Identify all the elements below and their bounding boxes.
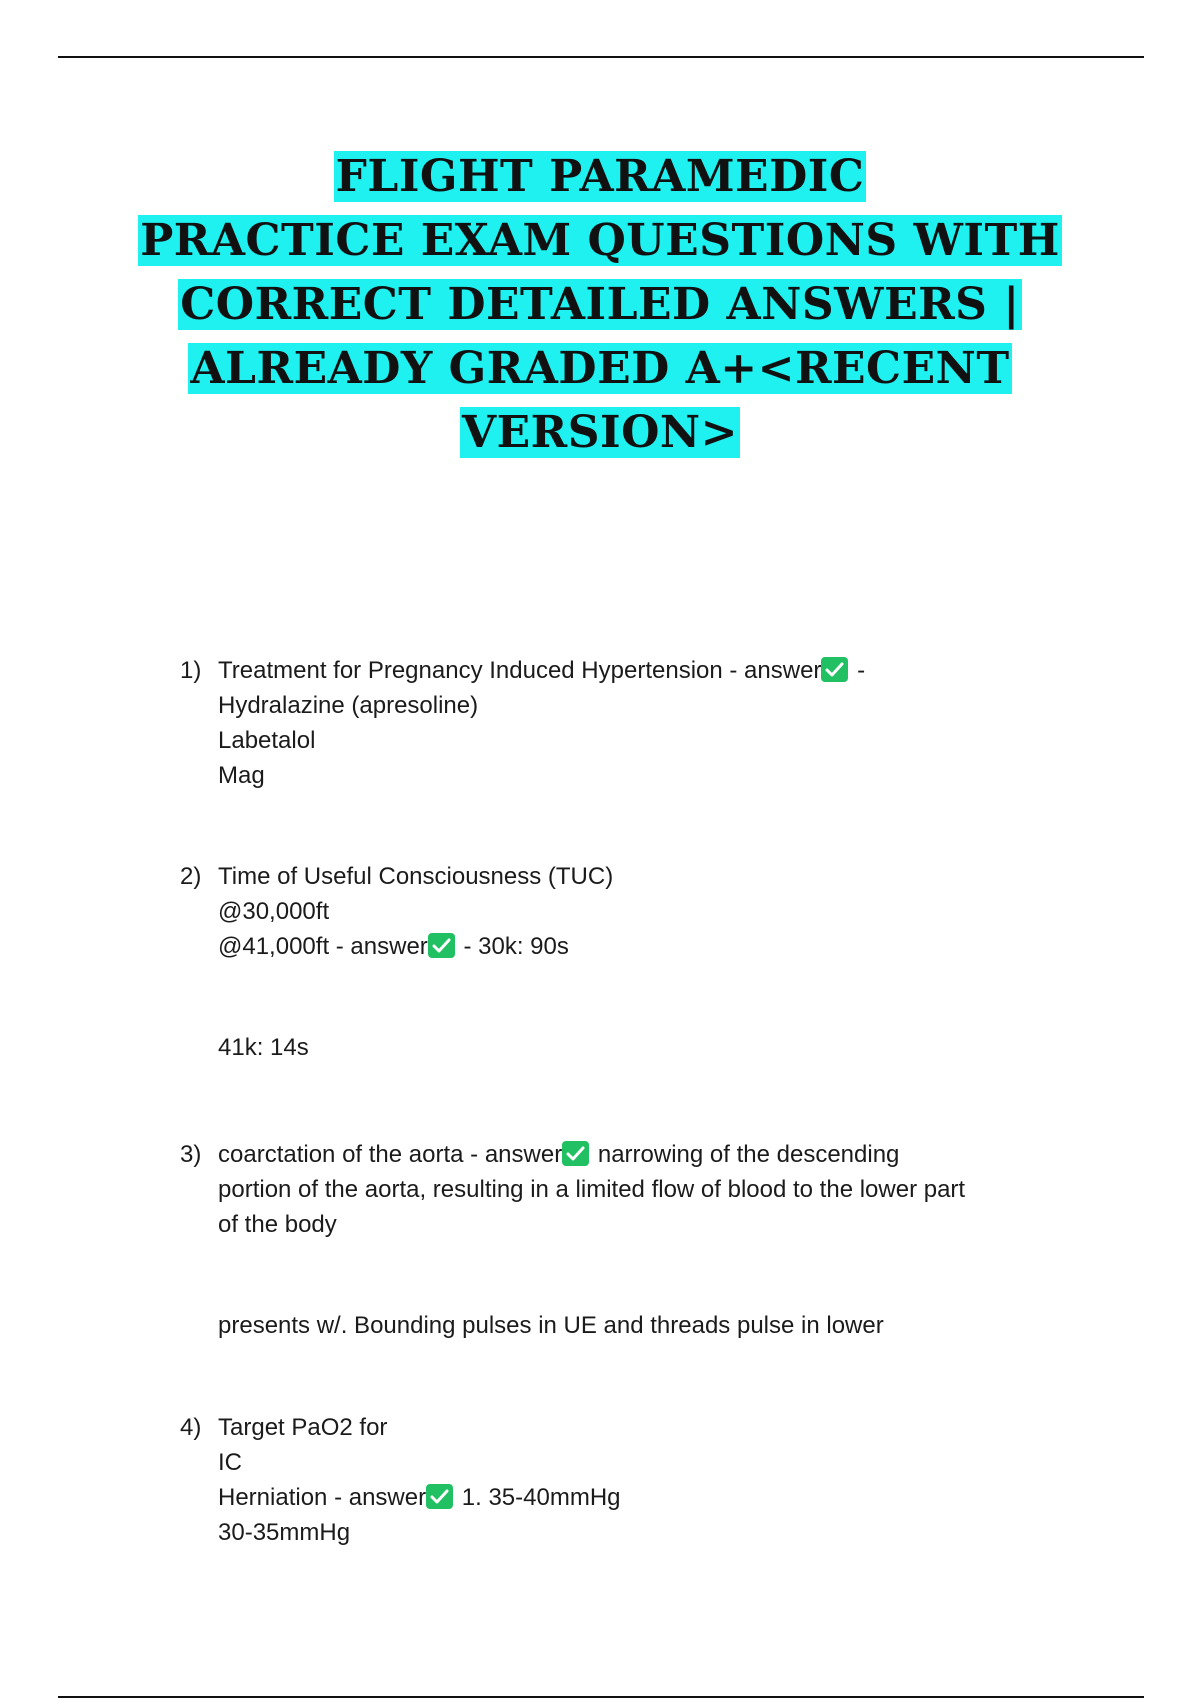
question-line: Time of Useful Consciousness (TUC) bbox=[218, 863, 614, 890]
question-line: Herniation - answer 1. 35-40mmHg bbox=[218, 1484, 621, 1511]
check-box-icon bbox=[428, 933, 455, 958]
question-line: portion of the aorta, resulting in a limited flow of blood to the lower part bbox=[218, 1176, 966, 1203]
title-line: VERSION> bbox=[461, 407, 738, 458]
question-number: 4) bbox=[180, 1414, 202, 1441]
spacer bbox=[218, 964, 1078, 1030]
question-line: Hydralazine (apresoline) bbox=[218, 692, 479, 719]
question-line: coarctation of the aorta - answer narrowing of the descending bbox=[218, 1141, 900, 1168]
question-body bbox=[218, 653, 1078, 793]
check-box-icon bbox=[562, 1141, 589, 1166]
question-line: presents w/. Bounding pulses in UE and threads pulse in lower bbox=[218, 1312, 884, 1339]
question-number: 2) bbox=[180, 863, 202, 890]
question-line: Treatment for Pregnancy Induced Hypertension - answer - bbox=[218, 657, 866, 684]
question-number: 3) bbox=[180, 1141, 202, 1168]
title-line: CORRECT DETAILED ANSWERS | bbox=[180, 279, 1020, 330]
check-box-icon bbox=[426, 1484, 453, 1509]
title-line: ALREADY GRADED A+<RECENT bbox=[190, 343, 1010, 394]
question-body bbox=[218, 1410, 1078, 1550]
spacer bbox=[218, 1242, 1078, 1308]
title-line: PRACTICE EXAM QUESTIONS WITH bbox=[140, 215, 1060, 266]
question-number: 1) bbox=[180, 657, 202, 684]
question-line: IC bbox=[218, 1449, 242, 1476]
document-title bbox=[100, 145, 1100, 465]
question-line: @41,000ft - answer - 30k: 90s bbox=[218, 933, 569, 960]
question-line: 30-35mmHg bbox=[218, 1519, 351, 1546]
question-line: of the body bbox=[218, 1211, 337, 1238]
title-line: FLIGHT PARAMEDIC bbox=[335, 151, 865, 202]
question-line: Target PaO2 for bbox=[218, 1414, 388, 1441]
question-body bbox=[218, 859, 1078, 1065]
question-line: @30,000ft bbox=[218, 898, 330, 925]
question-line: Labetalol bbox=[218, 727, 316, 754]
question-line: Mag bbox=[218, 762, 265, 789]
bottom-rule bbox=[58, 1696, 1144, 1698]
question-body bbox=[218, 1137, 1078, 1343]
check-box-icon bbox=[821, 657, 848, 682]
top-rule bbox=[58, 56, 1144, 58]
question-line: 41k: 14s bbox=[218, 1034, 309, 1061]
